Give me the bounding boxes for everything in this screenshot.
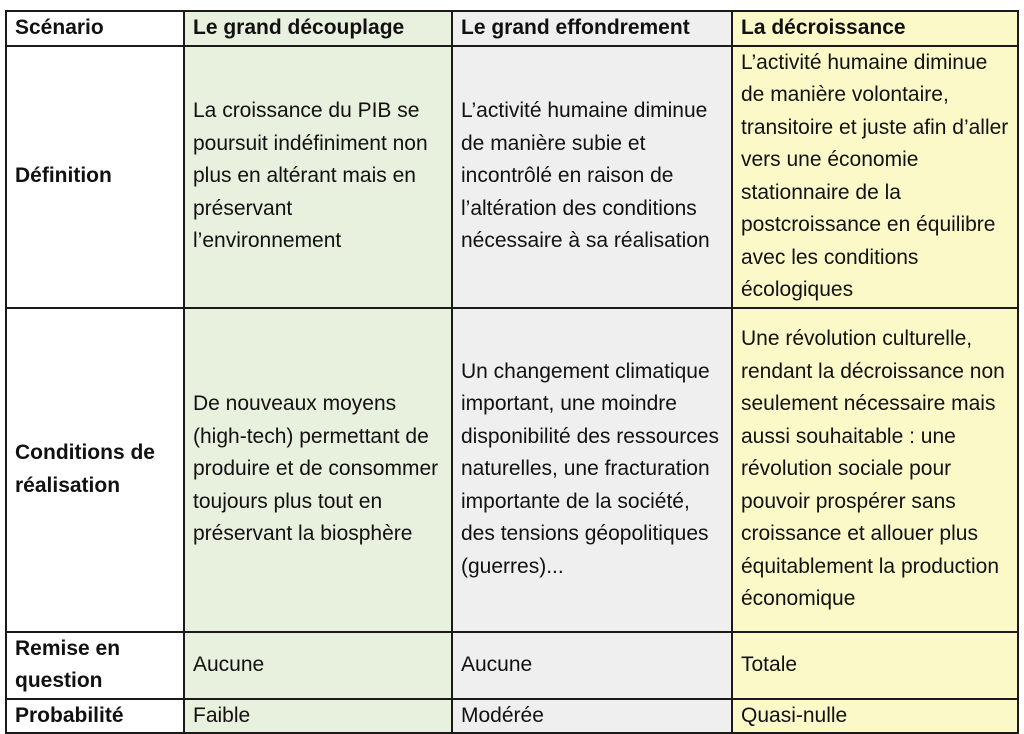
row-label-remise-en-question: Remise en question xyxy=(6,632,184,699)
cell-conditions-decroissance: Une révolution culturelle, rendant la décroissance non seulement nécessaire mais aussi souhaitable : une révolution sociale pour pouvoir prospérer sans croissance et allouer plus équitablement la production économique xyxy=(732,308,1018,632)
cell-definition-effondrement: L’activité humaine diminue de manière subie et incontrôlé en raison de l’altération des conditions nécessaire à sa réalisation xyxy=(452,46,732,308)
row-label-conditions: Conditions de réalisation xyxy=(6,308,184,632)
table-header-row xyxy=(6,11,1018,46)
table-row-definition xyxy=(6,46,1018,308)
row-label-definition: Définition xyxy=(6,46,184,308)
cell-conditions-effondrement: Un changement climatique important, une moindre disponibilité des ressources naturelles, une fracturation importante de la société, des tensions géopolitiques (guerres)... xyxy=(452,308,732,632)
cell-conditions-decouplage: De nouveaux moyens (high-tech) permettant de produire et de consommer toujours plus tout en préservant la biosphère xyxy=(184,308,452,632)
header-grand-effondrement: Le grand effondrement xyxy=(452,11,732,46)
header-decroissance: La décroissance xyxy=(732,11,1018,46)
scenario-comparison-table xyxy=(5,10,1019,734)
cell-definition-decouplage: La croissance du PIB se poursuit indéfiniment non plus en altérant mais en préservant l’environnement xyxy=(184,46,452,308)
header-grand-decouplage: Le grand découplage xyxy=(184,11,452,46)
cell-probabilite-decouplage: Faible xyxy=(184,699,452,734)
header-scenario: Scénario xyxy=(6,11,184,46)
table-row-probabilite xyxy=(6,699,1018,734)
cell-probabilite-effondrement: Modérée xyxy=(452,699,732,734)
cell-remise-decroissance: Totale xyxy=(732,632,1018,699)
cell-remise-effondrement: Aucune xyxy=(452,632,732,699)
table-row-remise-en-question xyxy=(6,632,1018,699)
row-label-probabilite: Probabilité xyxy=(6,699,184,734)
cell-definition-decroissance: L’activité humaine diminue de manière volontaire, transitoire et juste afin d’aller vers une économie stationnaire de la postcroissance en équilibre avec les conditions écologiques xyxy=(732,46,1018,308)
cell-remise-decouplage: Aucune xyxy=(184,632,452,699)
scenario-comparison-table-container xyxy=(5,10,1017,734)
table-row-conditions xyxy=(6,308,1018,632)
cell-probabilite-decroissance: Quasi-nulle xyxy=(732,699,1018,734)
